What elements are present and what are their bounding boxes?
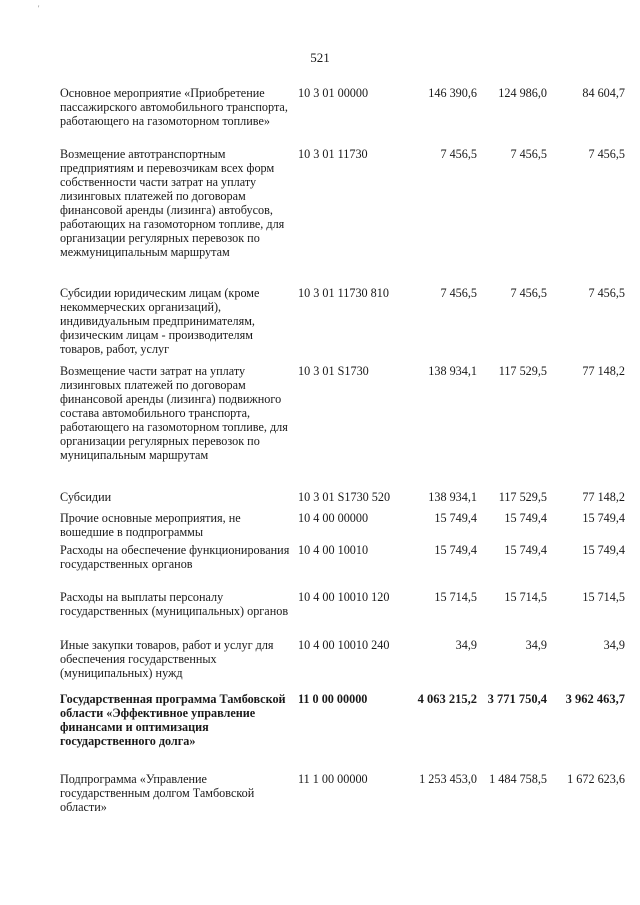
row-name: Расходы на обеспечение функционирования государственных органов xyxy=(60,543,290,571)
row-value-3: 7 456,5 xyxy=(588,286,625,300)
row-value-1: 7 456,5 xyxy=(440,286,477,300)
table-row xyxy=(60,490,625,511)
row-value-2: 15 749,4 xyxy=(504,511,547,525)
row-value-2: 7 456,5 xyxy=(510,147,547,161)
row-value-2: 15 749,4 xyxy=(504,543,547,557)
row-name: Прочие основные мероприятия, не вошедшие в подпрограммы xyxy=(60,511,241,539)
row-code: 11 0 00 00000 xyxy=(298,692,368,706)
row-value-2: 1 484 758,5 xyxy=(489,772,547,786)
row-value-1: 146 390,6 xyxy=(428,86,477,100)
row-value-1: 1 253 453,0 xyxy=(419,772,477,786)
row-value-3: 77 148,2 xyxy=(582,490,625,504)
row-name: Возмещение части затрат на уплату лизинговых платежей по договорам финансовой аренды (лизинга) подвижного состава автомобильного транспорта, работающего на газомоторном топливе, для организации регулярных перевозок по муниципальным маршрутам xyxy=(60,364,288,462)
row-code: 10 3 01 S1730 520 xyxy=(298,490,391,504)
row-value-3: 3 962 463,7 xyxy=(565,692,625,706)
row-name: Субсидии юридическим лицам (кроме некоммерческих организаций), индивидуальным предпринимателям, физическим лицам - производителям товаров, работ, услуг xyxy=(60,286,260,356)
corner-mark: ' xyxy=(38,4,40,13)
row-value-2: 15 714,5 xyxy=(504,590,547,604)
row-value-1: 15 714,5 xyxy=(434,590,477,604)
table-row xyxy=(60,147,625,286)
table-row xyxy=(60,86,625,147)
row-value-1: 15 749,4 xyxy=(434,511,477,525)
row-value-1: 15 749,4 xyxy=(434,543,477,557)
row-value-2: 117 529,5 xyxy=(498,364,547,378)
row-code: 10 3 01 S1730 xyxy=(298,364,369,378)
table-row xyxy=(60,511,625,543)
row-value-2: 124 986,0 xyxy=(498,86,547,100)
row-value-3: 84 604,7 xyxy=(582,86,625,100)
budget-table xyxy=(60,86,625,822)
table-row xyxy=(60,590,625,638)
row-value-3: 15 714,5 xyxy=(582,590,625,604)
table-row xyxy=(60,772,625,822)
row-name: Подпрограмма «Управление государственным долгом Тамбовской области» xyxy=(60,772,255,814)
row-value-1: 138 934,1 xyxy=(428,490,477,504)
row-value-3: 15 749,4 xyxy=(582,543,625,557)
page-number: 521 xyxy=(310,50,330,65)
row-value-1: 7 456,5 xyxy=(440,147,477,161)
row-code: 10 3 01 11730 xyxy=(298,147,368,161)
row-code: 10 4 00 00000 xyxy=(298,511,369,525)
table-row xyxy=(60,692,625,772)
row-value-1: 34,9 xyxy=(455,638,477,652)
row-value-3: 15 749,4 xyxy=(582,511,625,525)
table-row xyxy=(60,286,625,364)
row-name: Иные закупки товаров, работ и услуг для обеспечения государственных (муниципальных) нужд xyxy=(60,638,274,680)
row-value-1: 138 934,1 xyxy=(428,364,477,378)
row-name: Основное мероприятие «Приобретение пассажирского автомобильного транспорта, работающего на газомоторном топливе» xyxy=(60,86,288,128)
row-value-1: 4 063 215,2 xyxy=(417,692,477,706)
table-row xyxy=(60,638,625,692)
row-value-3: 7 456,5 xyxy=(588,147,625,161)
row-name: Возмещение автотранспортным предприятиям и перевозчикам всех форм собственности части затрат на уплату лизинговых платежей по договорам финансовой аренды (лизинга) автобусов, работающих на газомоторном топливе, для организации регулярных перевозок по межмуниципальным маршрутам xyxy=(60,147,285,259)
row-name: Расходы на выплаты персоналу государственных (муниципальных) органов xyxy=(60,590,289,618)
table-row xyxy=(60,364,625,490)
row-code: 11 1 00 00000 xyxy=(298,772,368,786)
row-code: 10 3 01 00000 xyxy=(298,86,369,100)
row-code: 10 3 01 11730 810 xyxy=(298,286,389,300)
row-value-3: 77 148,2 xyxy=(582,364,625,378)
row-value-2: 117 529,5 xyxy=(498,490,547,504)
row-value-2: 34,9 xyxy=(525,638,547,652)
row-value-3: 1 672 623,6 xyxy=(567,772,625,786)
table-row xyxy=(60,543,625,590)
row-code: 10 4 00 10010 120 xyxy=(298,590,390,604)
row-code: 10 4 00 10010 240 xyxy=(298,638,390,652)
row-value-2: 3 771 750,4 xyxy=(487,692,547,706)
row-value-2: 7 456,5 xyxy=(510,286,547,300)
row-name: Субсидии xyxy=(60,490,112,504)
row-code: 10 4 00 10010 xyxy=(298,543,369,557)
row-name: Государственная программа Тамбовской области «Эффективное управление финансами и оптимизация государственного долга» xyxy=(60,692,286,748)
row-value-3: 34,9 xyxy=(603,638,625,652)
